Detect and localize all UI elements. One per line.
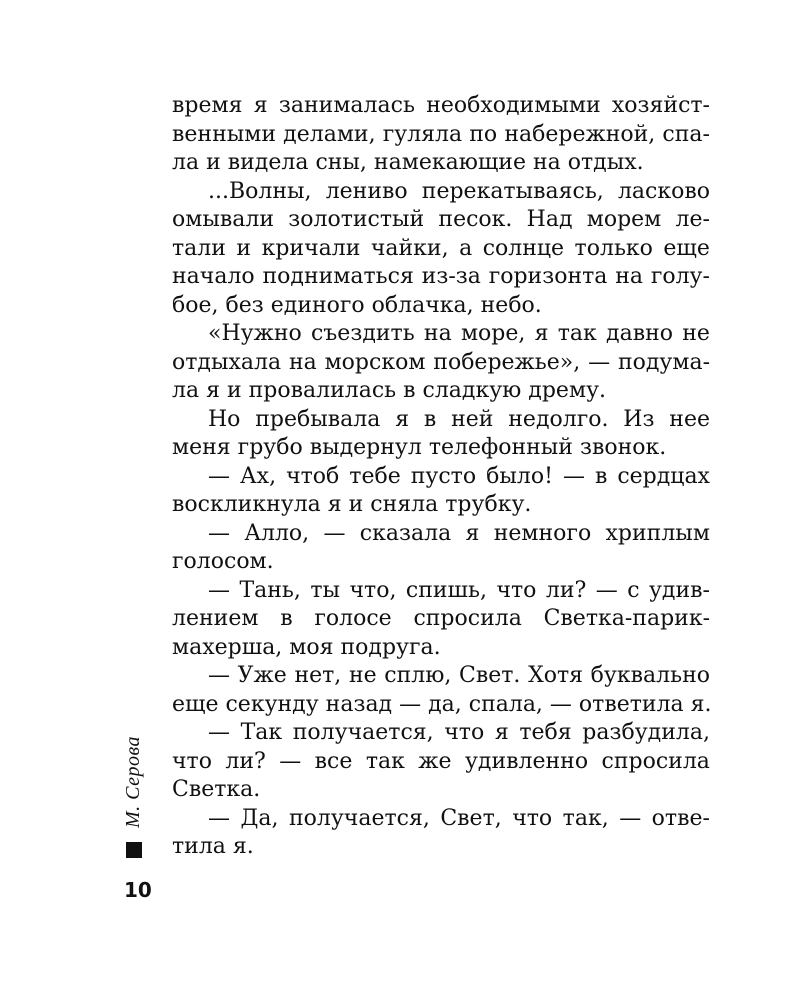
text-line: омывали золотистый песок. Над морем ле- [172,207,710,232]
text-line: — Тань, ты что, спишь, что ли? — с удив- [208,577,710,603]
page-number: 10 [124,878,152,902]
text-line: ла я и провалилась в сладкую дрему. [172,378,607,403]
text-line: лением в голосе спросила Светка-парик- [172,606,710,631]
decorative-square-marker [126,842,142,858]
text-line: Но пребывала я в ней недолго. Из нее [208,406,710,432]
text-line: бое, без единого облачка, небо. [172,292,542,318]
text-line: махерша, моя подруга. [172,634,441,660]
running-author-name: М. Серова [122,735,144,828]
page-body-text [172,92,710,862]
text-line: что ли? — все так же удивленно спросила [172,748,710,774]
text-line: ...Волны, лениво перекатываясь, ласково [208,178,710,204]
text-line: меня грубо выдернул телефонный звонок. [172,435,667,460]
text-line: ла и видела сны, намекающие на отдых. [172,150,644,175]
text-line: — Алло, — сказала я немного хриплым [208,520,710,546]
text-line: тали и кричали чайки, а солнце только еще [172,235,710,261]
text-line: голосом. [172,549,274,574]
text-line: еще секунду назад — да, спала, — ответила я. [172,691,712,717]
text-line: Светка. [172,777,261,802]
text-line: отдыхала на морском побережье», — подума- [172,349,710,375]
text-line: время я занималась необходимыми хозяйст- [172,93,710,118]
text-line: — Уже нет, не сплю, Свет. Хотя буквально [208,663,710,688]
text-line: воскликнула я и сняла трубку. [172,492,532,517]
text-line: — Так получается, что я тебя разбудила, [208,720,710,745]
text-line: тила я. [172,834,254,859]
text-line: — Да, получается, Свет, что так, — отве- [208,805,710,831]
text-line: венными делами, гуляла по набережной, спа- [172,121,710,147]
text-line: — Ах, чтоб тебе пусто было! — в сердцах [208,463,710,489]
text-line: начало подниматься из-за горизонта на голу- [172,264,710,289]
text-line: «Нужно съездить на море, я так давно не [208,321,710,346]
